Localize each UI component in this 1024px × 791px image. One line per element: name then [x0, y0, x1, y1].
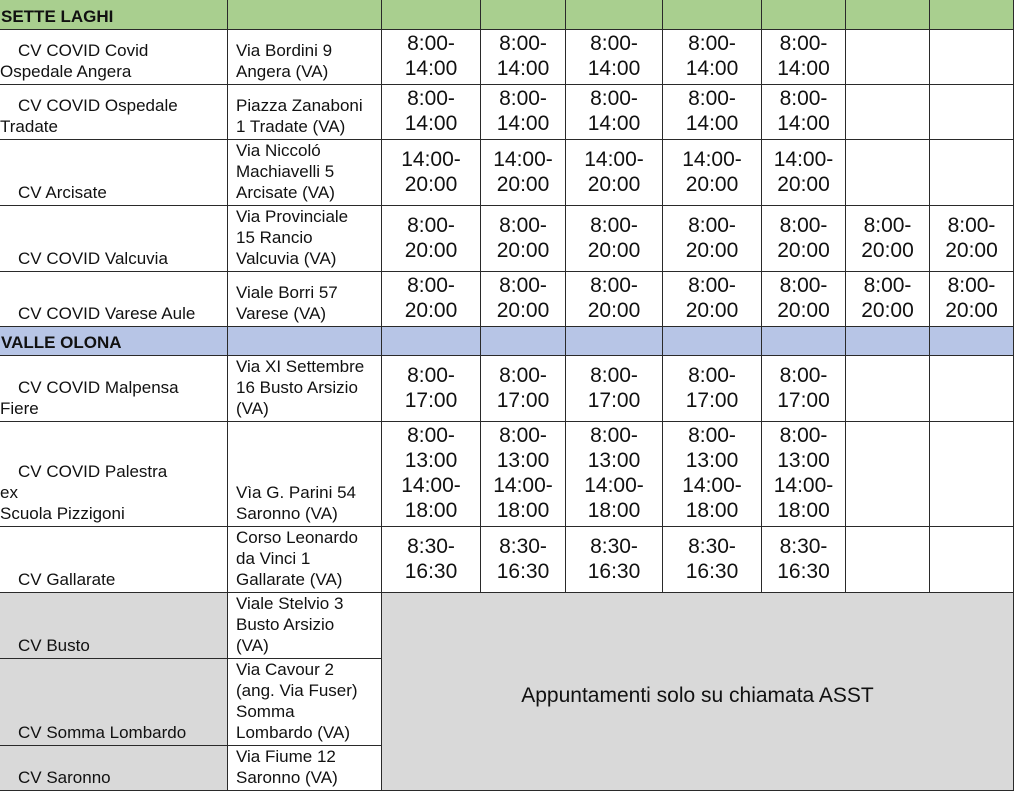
center-address: Via Bordini 9 Angera (VA): [228, 30, 382, 85]
center-name: CV COVID Covid Ospedale Angera: [0, 30, 228, 85]
opening-hours-cell: [846, 30, 930, 85]
table-row: [0, 140, 1014, 206]
center-name: CV COVID Valcuvia: [0, 206, 228, 272]
center-name: CV Arcisate: [0, 140, 228, 206]
opening-hours-cell: 8:00- 20:00: [382, 206, 481, 272]
opening-hours-cell: 8:00- 14:00: [663, 85, 762, 140]
center-name: CV COVID Varese Aule: [0, 272, 228, 327]
center-name: CV Saronno: [0, 746, 228, 791]
opening-hours-cell: [930, 30, 1014, 85]
opening-hours-cell: [930, 140, 1014, 206]
table-row: [0, 422, 1014, 527]
opening-hours-cell: 14:00- 20:00: [382, 140, 481, 206]
opening-hours-cell: 8:00- 20:00: [846, 206, 930, 272]
opening-hours-cell: [846, 356, 930, 422]
center-address: Via Provinciale 15 Rancio Valcuvia (VA): [228, 206, 382, 272]
opening-hours-cell: 8:30- 16:30: [566, 527, 663, 593]
opening-hours-cell: 8:00- 20:00: [481, 272, 566, 327]
table-row: [0, 206, 1014, 272]
opening-hours-cell: 8:00- 17:00: [762, 356, 846, 422]
center-name: CV COVID Palestra ex Scuola Pizzigoni: [0, 422, 228, 527]
center-address: Via Cavour 2 (ang. Via Fuser) Somma Lombardo (VA): [228, 659, 382, 746]
opening-hours-cell: 8:00- 20:00: [566, 272, 663, 327]
center-address: Viale Stelvio 3 Busto Arsizio (VA): [228, 593, 382, 659]
opening-hours-cell: [930, 85, 1014, 140]
center-address: Via Fiume 12 Saronno (VA): [228, 746, 382, 791]
opening-hours-cell: 8:00- 20:00: [762, 206, 846, 272]
section-header-valle-olona: [0, 327, 1014, 356]
opening-hours-cell: 8:00- 20:00: [846, 272, 930, 327]
opening-hours-cell: 8:30- 16:30: [663, 527, 762, 593]
opening-hours-cell: [846, 527, 930, 593]
opening-hours-cell: 8:00- 14:00: [762, 30, 846, 85]
center-name: CV COVID Malpensa Fiere: [0, 356, 228, 422]
center-name: CV Busto: [0, 593, 228, 659]
opening-hours-cell: 8:00- 14:00: [762, 85, 846, 140]
opening-hours-cell: 14:00- 20:00: [762, 140, 846, 206]
opening-hours-cell: 8:00- 20:00: [663, 272, 762, 327]
opening-hours-cell: 8:00- 20:00: [566, 206, 663, 272]
section-header-sette-laghi: [0, 0, 1014, 30]
opening-hours-cell: 8:00- 14:00: [382, 85, 481, 140]
opening-hours-cell: 8:00- 20:00: [930, 272, 1014, 327]
opening-hours-cell: 8:00- 20:00: [663, 206, 762, 272]
table-row: [0, 356, 1014, 422]
opening-hours-cell: 8:00- 13:00 14:00- 18:00: [566, 422, 663, 527]
table-row: [0, 593, 1014, 659]
opening-hours-cell: [930, 422, 1014, 527]
opening-hours-cell: 8:00- 13:00 14:00- 18:00: [762, 422, 846, 527]
opening-hours-cell: 8:00- 14:00: [382, 30, 481, 85]
opening-hours-cell: [846, 422, 930, 527]
opening-hours-cell: 14:00- 20:00: [481, 140, 566, 206]
table-row: [0, 85, 1014, 140]
opening-hours-cell: [930, 527, 1014, 593]
opening-hours-cell: 8:00- 20:00: [762, 272, 846, 327]
section-title: SETTE LAGHI: [0, 0, 228, 30]
opening-hours-cell: 8:30- 16:30: [382, 527, 481, 593]
opening-hours-cell: 8:00- 14:00: [663, 30, 762, 85]
opening-hours-cell: 14:00- 20:00: [566, 140, 663, 206]
opening-hours-cell: 8:00- 13:00 14:00- 18:00: [382, 422, 481, 527]
opening-hours-cell: 14:00- 20:00: [663, 140, 762, 206]
opening-hours-cell: 8:00- 17:00: [481, 356, 566, 422]
table-row: [0, 527, 1014, 593]
table-row: [0, 30, 1014, 85]
center-address: Viale Borri 57 Varese (VA): [228, 272, 382, 327]
opening-hours-cell: [930, 356, 1014, 422]
center-name: CV Somma Lombardo: [0, 659, 228, 746]
opening-hours-cell: 8:00- 14:00: [566, 30, 663, 85]
opening-hours-cell: 8:00- 20:00: [930, 206, 1014, 272]
center-name: CV COVID Ospedale Tradate: [0, 85, 228, 140]
opening-hours-cell: 8:00- 20:00: [481, 206, 566, 272]
center-address: Via Niccoló Machiavelli 5 Arcisate (VA): [228, 140, 382, 206]
opening-hours-cell: 8:00- 14:00: [481, 85, 566, 140]
section-title: VALLE OLONA: [0, 327, 228, 356]
opening-hours-cell: 8:00- 17:00: [663, 356, 762, 422]
center-address: Piazza Zanaboni 1 Tradate (VA): [228, 85, 382, 140]
opening-hours-cell: 8:00- 14:00: [566, 85, 663, 140]
center-address: Via XI Settembre 16 Busto Arsizio (VA): [228, 356, 382, 422]
opening-hours-cell: 8:30- 16:30: [481, 527, 566, 593]
opening-hours-cell: 8:00- 13:00 14:00- 18:00: [663, 422, 762, 527]
opening-hours-cell: 8:00- 17:00: [566, 356, 663, 422]
appointment-note: Appuntamenti solo su chiamata ASST: [382, 593, 1014, 791]
center-address: Corso Leonardo da Vinci 1 Gallarate (VA): [228, 527, 382, 593]
opening-hours-cell: [846, 140, 930, 206]
center-address: Vìa G. Parini 54 Saronno (VA): [228, 422, 382, 527]
opening-hours-cell: 8:00- 13:00 14:00- 18:00: [481, 422, 566, 527]
opening-hours-cell: 8:00- 17:00: [382, 356, 481, 422]
opening-hours-cell: [846, 85, 930, 140]
opening-hours-cell: 8:30- 16:30: [762, 527, 846, 593]
table-row: [0, 272, 1014, 327]
opening-hours-cell: 8:00- 14:00: [481, 30, 566, 85]
center-name: CV Gallarate: [0, 527, 228, 593]
opening-hours-cell: 8:00- 20:00: [382, 272, 481, 327]
